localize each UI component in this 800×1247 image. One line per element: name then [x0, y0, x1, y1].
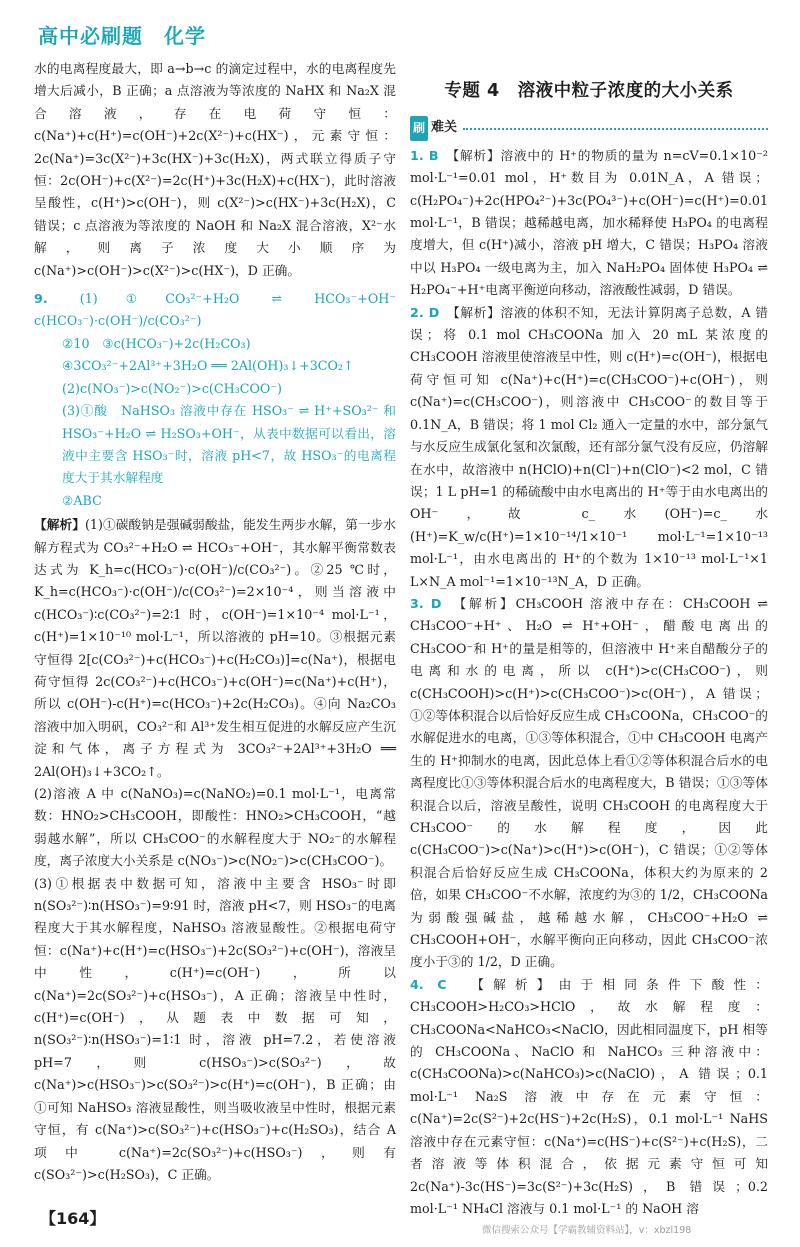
left-column: [34, 58, 409, 1186]
question-4-solution: [410, 974, 768, 1220]
section-label: 难关: [431, 120, 458, 136]
answer-line-1: [34, 288, 409, 333]
question-number: 4. C: [410, 976, 447, 992]
analysis-part-1: [34, 514, 396, 783]
watermark: 微信搜索公众号【学霸教辅资料站】，v：xbzl198: [482, 1225, 692, 1236]
section-badge: 刷: [410, 116, 428, 140]
question-1-solution: [410, 145, 768, 302]
analysis-part-3: (3)①根据表中数据可知，溶液中主要含 HSO₃⁻时即 n(SO₃²⁻)∶n(HSO₃⁻)=9∶91 时，溶液 pH<7，则 HSO₃⁻的电离程度大于其水解程度，NaHSO₃ 溶液显酸性。②根据电荷守恒：c(Na⁺)+c(H⁺)=c(HSO₃⁻)+2c(SO₃²⁻)+c(OH⁻)，溶液呈中性，c(H⁺)=c(OH⁻)，所以 c(Na⁺)=2c(SO₃²⁻)+c(HSO₃⁻)，A 正确；溶液呈中性时，c(H⁺)=c(OH⁻)，从题表中数据可知，n(SO₃²⁻)∶n(HSO₃⁻)=1∶1 时，溶液 pH=7.2，若使溶液 pH=7，则 c(HSO₃⁻)>c(SO₃²⁻)，故 c(Na⁺)>c(HSO₃⁻)>c(SO₃²⁻)>c(H⁺)=c(OH⁻)，B 正确；由①可知 NaHSO₃ 溶液显酸性，则当吸收液呈中性时，根据元素守恒，有 c(Na⁺)>c(SO₃²⁻)+c(HSO₃⁻)+c(H₂SO₃)，结合 A 项中 c(Na⁺)=2c(SO₃²⁻)+c(HSO₃⁻)，则有 c(SO₃²⁻)>c(H₂SO₃)，C 正确。: [34, 875, 396, 1182]
paragraph-continued: 水的电离程度最大，即 a→b→c 的滴定过程中，水的电离程度先增大后减小，B 正确；a 点溶液为等浓度的 NaHX 和 Na₂X 混合溶液，存在电荷守恒：c(Na⁺)+c(H⁺)=c(OH⁻)+2c(X²⁻)+c(HX⁻)，元素守恒：2c(Na⁺)=3c(X²⁻)+3c(HX⁻)+3c(H₂X)，两式联立得质子守恒：2c(OH⁻)+c(X²⁻)=2c(H⁺)+3c(H₂X)+c(HX⁻)，此时溶液呈酸性，c(H⁺)>c(OH⁻)，则 c(X²⁻)>c(HX⁻)+3c(H₂X)，C 错误；c 点溶液为等浓度的 NaOH 和 Na₂X 混合溶液，X²⁻水解，则离子浓度大小顺序为 c(Na⁺)>c(OH⁻)>c(X²⁻)>c(HX⁻)，D 正确。: [34, 61, 396, 278]
solution-text: 【解析】CH₃COOH 溶液中存在：CH₃COOH ⇌ CH₃COO⁻+H⁺、H₂O ⇌ H⁺+OH⁻，醋酸电离出的 CH₃COO⁻和 H⁺的量是相等的，但溶液中 H⁺来自醋酸分子的电离和水的电离，所以 c(H⁺)>c(CH₃COO⁻)，则 c(CH₃COOH)>c(H⁺)>c(CH₃COO⁻)>c(OH⁻)，A 错误；①②等体积混合以后恰好反应生成 CH₃COONa，CH₃COO⁻的水解促进水的电离，①③等体积混合，①中 CH₃COOH 电离产生的 H⁺抑制水的电离，因此总体上看①②等体积混合后水的电离程度比①③等体积混合后水的电离程度大，B 错误；①③等体积混合以后，溶液呈酸性，说明 CH₃COOH 的电离程度大于 CH₃COO⁻的水解程度，因此 c(CH₃COO⁻)>c(Na⁺)>c(H⁺)>c(OH⁻)，C 错误；①②等体积混合后恰好反应生成 CH₃COONa，体积大约为原来的 2 倍，如果 CH₃COO⁻不水解，浓度约为③的 1/2，CH₃COONa 为弱酸强碱盐，越稀越水解，CH₃COO⁻+H₂O ⇌ CH₃COOH+OH⁻，水解平衡向正向移动，因此 CH₃COO⁻浓度小于③的 1/2，D 正确。: [410, 595, 768, 970]
page-header-title: 高中必刷题 化学: [38, 24, 206, 48]
question-2-solution: [410, 302, 768, 593]
question-number: 9.: [34, 291, 48, 307]
answer-text: (1)①CO₃²⁻+H₂O ⇌ HCO₃⁻+OH⁻ c(HCO₃⁻)·c(OH⁻)/c(CO₃²⁻): [34, 291, 409, 329]
solution-text: 【解析】由于相同条件下酸性：CH₃COOH>H₂CO₃>HClO，故水解程度：CH₃COONa<NaHCO₃<NaClO，因此相同温度下，pH 相等的 CH₃COONa、NaClO 和 NaHCO₃ 三种溶液中：c(CH₃COONa)>c(NaHCO₃)>c(NaClO)，A 错误；0.1 mol·L⁻¹ Na₂S 溶液中存在元素守恒：c(Na⁺)=2c(S²⁻)+2c(HS⁻)+2c(H₂S)，0.1 mol·L⁻¹ NaHS 溶液中存在元素守恒：c(Na⁺)=c(HS⁻)+c(S²⁻)+c(H₂S)，二者溶液等体积混合，依据元素守恒可知 2c(Na⁺)-3c(HS⁻)=3c(S²⁻)+3c(H₂S)，B 错误；0.2 mol·L⁻¹ NH₄Cl 溶液与 0.1 mol·L⁻¹ 的 NaOH 溶: [410, 976, 768, 1216]
question-9-answer: [34, 288, 409, 512]
answer-line-2: ②10 ③c(HCO₃⁻)+2c(H₂CO₃): [62, 335, 251, 351]
question-3-solution: [410, 593, 768, 974]
analysis-part-2: (2)溶液 A 中 c(NaNO₃)=c(NaNO₂)=0.1 mol·L⁻¹，电离常数：HNO₂>CH₃COOH，即酸性：HNO₂>CH₃COOH，“越弱越水解”，所以 CH₃COO⁻的水解程度大于 NO₂⁻的水解程度，离子浓度大小关系是 c(NO₃⁻)>c(NO₂⁻)>c(CH₃COO⁻)。: [34, 786, 396, 869]
answer-line-6: ②ABC: [62, 492, 102, 508]
answer-line-4: (2)c(NO₃⁻)>c(NO₂⁻)>c(CH₃COO⁻): [62, 380, 282, 396]
page-number: 【164】: [40, 1209, 106, 1228]
question-number: 1. B: [410, 147, 439, 163]
analysis-text: (1)①碳酸钠是强碱弱酸盐，能发生两步水解，第一步水解方程式为 CO₃²⁻+H₂O ⇌ HCO₃⁻+OH⁻，其水解平衡常数表达式为 K_h=c(HCO₃⁻)·c(OH⁻)/c(CO₃²⁻)。②25 ℃时，K_h=c(HCO₃⁻)·c(OH⁻)/c(CO₃²⁻)=2×10⁻⁴，则当溶液中 c(HCO₃⁻)∶c(CO₃²⁻)=2∶1 时，c(OH⁻)=1×10⁻⁴ mol·L⁻¹，c(H⁺)=1×10⁻¹⁰ mol·L⁻¹，所以溶液的 pH=10。③根据元素守恒得 2[c(CO₃²⁻)+c(HCO₃⁻)+c(H₂CO₃)]=c(Na⁺)，根据电荷守恒得 2c(CO₃²⁻)+c(HCO₃⁻)+c(OH⁻)=c(Na⁺)+c(H⁺)，所以 c(OH⁻)-c(H⁺)=c(HCO₃⁻)+2c(H₂CO₃)。④向 Na₂CO₃ 溶液中加入明矾，CO₃²⁻和 Al³⁺发生相互促进的水解反应产生沉淀和气体，离子方程式为 3CO₃²⁻+2Al³⁺+3H₂O ══ 2Al(OH)₃↓+3CO₂↑。: [34, 517, 396, 779]
right-column: [410, 58, 768, 1220]
solution-text: 【解析】溶液中的 H⁺的物质的量为 n=cV=0.1×10⁻² mol·L⁻¹=0.01 mol，H⁺数目为 0.01N_A，A 错误；c(H₂PO₄⁻)+2c(HPO₄²⁻)+3c(PO₄³⁻)+c(OH⁻)=c(H⁺)=0.01 mol·L⁻¹，B 错误；越稀越电离，加水稀释使 H₃PO₄ 的电离程度增大，但 c(H⁺)减小，溶液 pH 增大，C 错误；H₃PO₄ 溶液中以 H₃PO₄ 一级电离为主，加入 NaH₂PO₄ 固体使 H₃PO₄ ⇌ H₂PO₄⁻+H⁺电离平衡逆向移动，溶液酸性减弱，D 错误。: [410, 147, 769, 298]
answer-line-5: (3)①酸 NaHSO₃ 溶液中存在 HSO₃⁻ ⇌ H⁺+SO₃²⁻ 和 HSO₃⁻+H₂O ⇌ H₂SO₃+OH⁻，从表中数据可以看出，溶液中主要含 HSO₃⁻时，溶液 pH<7，故 HSO₃⁻的电离程度大于其水解程度: [62, 403, 396, 486]
topic-title: 专题 4 溶液中粒子浓度的大小关系: [444, 81, 734, 101]
section-divider: [463, 128, 768, 130]
question-number: 3. D: [410, 595, 442, 611]
solution-text: 【解析】溶液的体积不知，无法计算阴离子总数，A 错误；将 0.1 mol CH₃COONa 加入 20 mL 某浓度的 CH₃COOH 溶液里使溶液呈中性，则 c(H⁺)=c(OH⁻)，根据电荷守恒可知 c(Na⁺)+c(H⁺)=c(CH₃COO⁻)+c(OH⁻)，则 c(Na⁺)=c(CH₃COO⁻)，则溶液中 CH₃COO⁻的数目等于 0.1N_A，B 错误；将 1 mol Cl₂ 通入一定量的水中，部分氯气与水反应生成氯化氢和次氯酸，还有部分氯气没有反应，仍溶解在水中，故溶液中 n(HClO)+n(Cl⁻)+n(ClO⁻)<2 mol，C 错误；1 L pH=1 的稀硫酸中由水电离出的 H⁺等于由水电离出的 OH⁻，故 c_水(OH⁻)=c_水(H⁺)=K_w/c(H⁺)=1×10⁻¹⁴/1×10⁻¹ mol·L⁻¹=1×10⁻¹³ mol·L⁻¹，由水电离出的 H⁺的个数为 1×10⁻¹³ mol·L⁻¹×1 L×N_A mol⁻¹=1×10⁻¹³N_A，D 正确。: [410, 304, 768, 589]
answer-line-3: ④3CO₃²⁻+2Al³⁺+3H₂O ══ 2Al(OH)₃↓+3CO₂↑: [62, 358, 354, 374]
question-number: 2. D: [410, 304, 440, 320]
analysis-tag: 【解析】: [34, 517, 85, 533]
section-header: [410, 116, 768, 140]
